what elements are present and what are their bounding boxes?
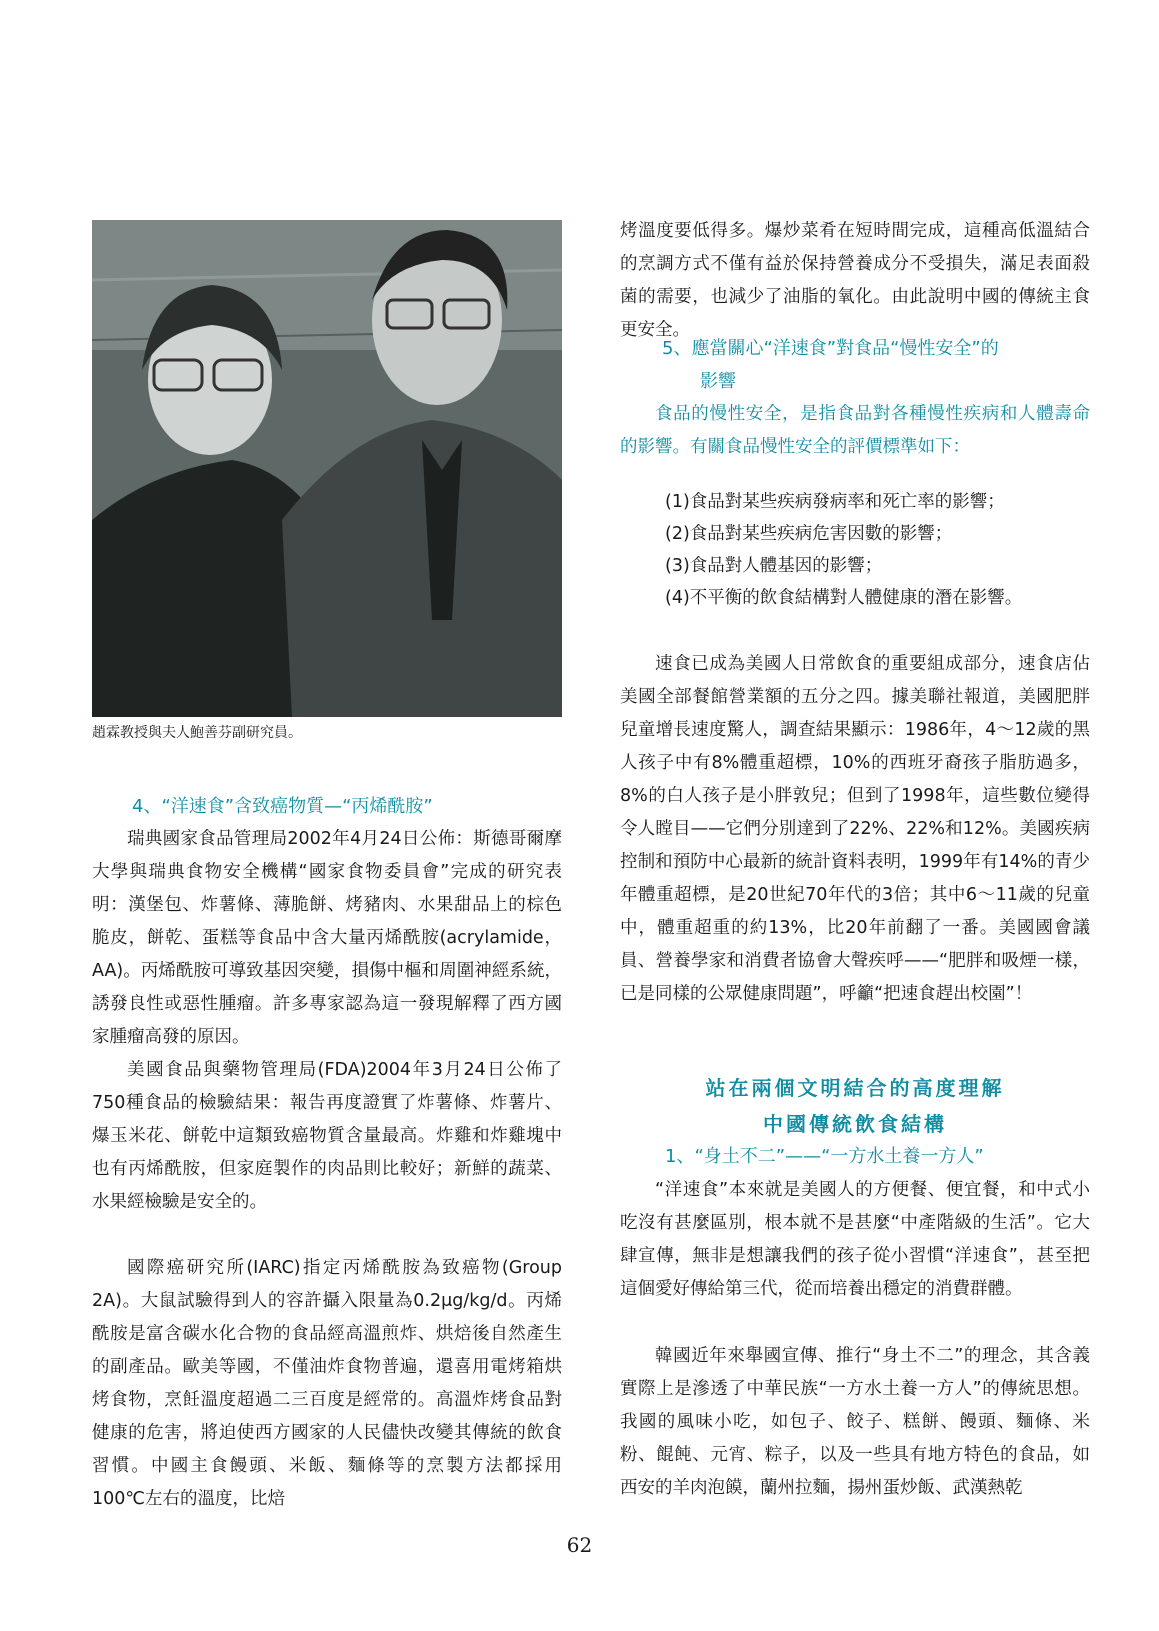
right-para-x2: 韓國近年來舉國宣傳、推行“身土不二”的理念，其含義實際上是滲透了中華民族“一方水土養一方人”的傳統思想。我國的風味小吃，如包子、餃子、糕餅、饅頭、麵條、米粉、餛飩、元宵、粽子，以及一些具有地方特色的食品，如西安的羊肉泡饃，蘭州拉麵，揚州蛋炒飯、武漢熱乾	[620, 1346, 1090, 1498]
section-title-line2: 中國傳統飲食結構	[763, 1112, 947, 1136]
heading-1: 1、“身土不二”——“一方水土養一方人”	[665, 1146, 984, 1167]
list-item: (3)食品對人體基因的影響；	[665, 556, 883, 576]
right-para-fastfood: 速食已成為美國人日常飲食的重要組成部分，速食店佔美國全部餐館營業額的五分之四。據美聯社報道，美國肥胖兒童增長速度驚人，調查結果顯示：1986年，4～12歲的黑人孩子中有8%體重超標，10%的西班牙裔孩子脂肪過多，8%的白人孩子是小胖敦兒；但到了1998年，這些數位變得令人瞠目——它們分別達到了22%、22%和12%。美國疾病控制和預防中心最新的統計資料表明，1999年有14%的青少年體重超標，是20世紀70年代的3倍；其中6～11歲的兒童中，體重超重的約13%，比20年前翻了一番。美國國會議員、營養學家和消費者協會大聲疾呼——“肥胖和吸煙一樣，已是同樣的公眾健康問題”，呼籲“把速食趕出校園”！	[620, 654, 1090, 1004]
right-para-teal: 食品的慢性安全，是指食品對各種慢性疾病和人體壽命的影響。有關食品慢性安全的評價標準如下：	[620, 404, 1090, 457]
right-para-x1: “洋速食”本來就是美國人的方便餐、便宜餐，和中式小吃沒有甚麼區別，根本就不是甚麼“中產階級的生活”。它大肆宣傳，無非是想讓我們的孩子從小習慣“洋速食”，甚至把這個愛好傳給第三代，從而培養出穩定的消費群體。	[620, 1180, 1090, 1299]
right-para-0: 烤溫度要低得多。爆炒菜肴在短時間完成，這種高低溫結合的烹調方式不僅有益於保持營養成分不受損失，滿足表面殺菌的需要，也減少了油脂的氧化。由此說明中國的傳統主食更安全。	[620, 221, 1090, 340]
page-number: 62	[566, 1533, 593, 1557]
heading-4: 4、“洋速食”含致癌物質—“丙烯酰胺”	[132, 796, 433, 817]
heading-5-line1: 5、應當關心“洋速食”對食品“慢性安全”的	[662, 338, 999, 359]
portrait-illustration	[92, 220, 562, 717]
list-item: (1)食品對某些疾病發病率和死亡率的影響；	[665, 492, 1005, 512]
left-para-1: 瑞典國家食品管理局2002年4月24日公佈：斯德哥爾摩大學與瑞典食物安全機構“國家食物委員會”完成的研究表明：漢堡包、炸薯條、薄脆餅、烤豬肉、水果甜品上的棕色脆皮，餅乾、蛋糕等食品中含大量丙烯酰胺(acrylamide，AA)。丙烯酰胺可導致基因突變，損傷中樞和周圍神經系統，誘發良性或惡性腫瘤。許多專家認為這一發現解釋了西方國家腫瘤高發的原因。	[92, 829, 562, 1047]
list-item: (4)不平衡的飲食結構對人體健康的潛在影響。	[665, 588, 1023, 608]
section-title-line1: 站在兩個文明結合的高度理解	[705, 1076, 1005, 1100]
portrait-photo	[92, 220, 562, 717]
left-para-2: 美國食品與藥物管理局(FDA)2004年3月24日公佈了750種食品的檢驗結果：報告再度證實了炸薯條、炸薯片、爆玉米花、餅乾中這類致癌物質含量最高。炸雞和炸雞塊中也有丙烯酰胺，但家庭製作的肉品則比較好；新鮮的蔬菜、水果經檢驗是安全的。	[92, 1060, 562, 1212]
photo-caption: 趙霖教授與夫人鮑善芬副研究員。	[92, 725, 302, 741]
heading-5-line2: 影響	[700, 371, 736, 392]
list-item: (2)食品對某些疾病危害因數的影響；	[665, 524, 953, 544]
left-para-3: 國際癌研究所(IARC)指定丙烯酰胺為致癌物(Group 2A)。大鼠試驗得到人的容許攝入限量為0.2μg/kg/d。丙烯酰胺是富含碳水化合物的食品經高溫煎炸、烘焙後自然產生的副產品。歐美等國，不僅油炸食物普遍，還喜用電烤箱烘烤食物，烹飪溫度超過二三百度是經常的。高溫炸烤食品對健康的危害，將迫使西方國家的人民儘快改變其傳統的飲食習慣。中國主食饅頭、米飯、麵條等的烹製方法都採用100℃左右的溫度，比焙	[92, 1258, 562, 1509]
